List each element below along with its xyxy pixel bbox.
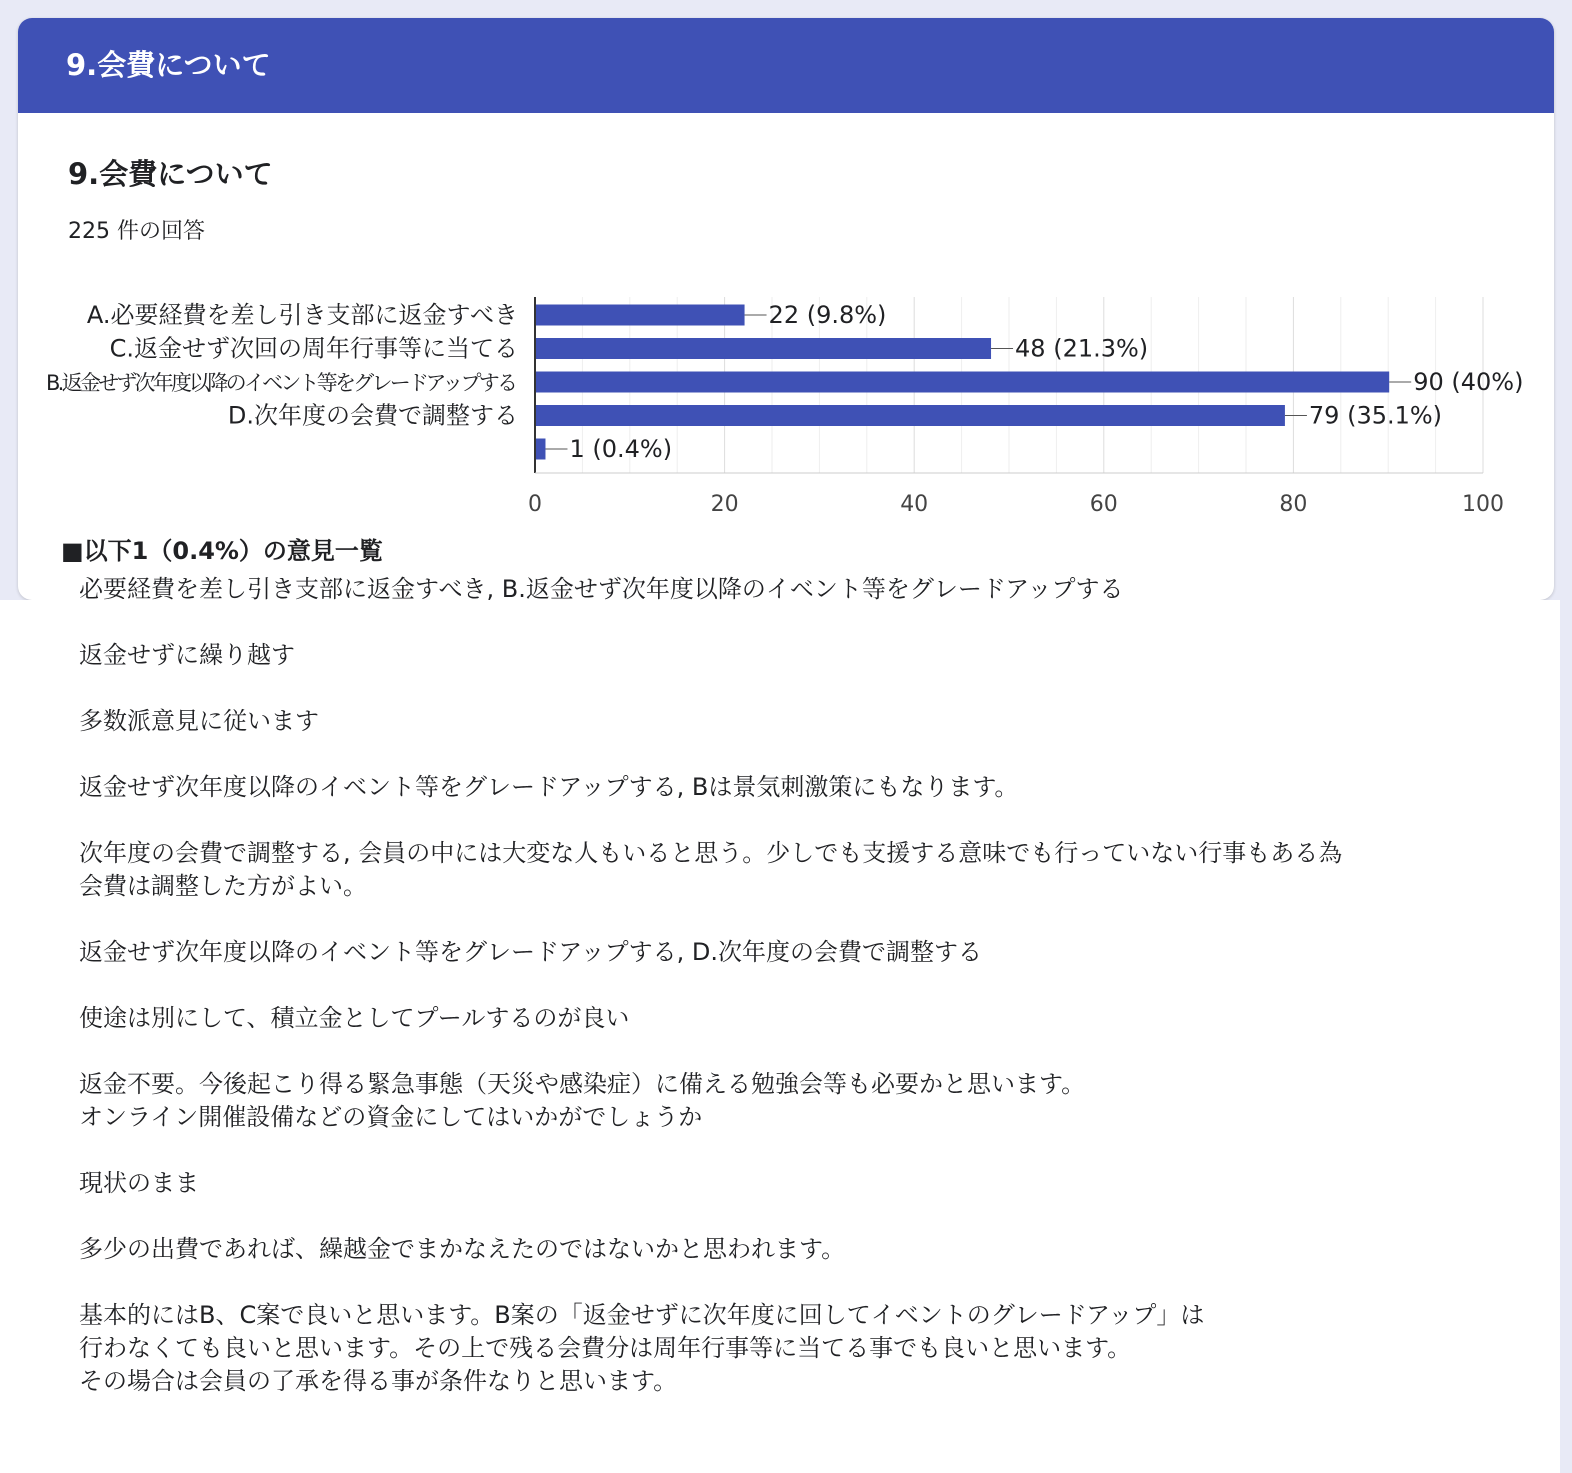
bar bbox=[536, 372, 1389, 393]
opinion-item: 現状のまま bbox=[79, 1169, 199, 1197]
opinions-heading: ■以下1（0.4%）の意見一覧 bbox=[61, 537, 383, 565]
bar-value-label: 79 (35.1%) bbox=[1308, 401, 1443, 430]
x-tick-label: 80 bbox=[1279, 492, 1308, 517]
x-tick-label: 40 bbox=[900, 492, 929, 517]
opinion-item: 返金不要。今後起こり得る緊急事態（天災や感染症）に備える勉強会等も必要かと思います。 オンライン開催設備などの資金にしてはいかがでしょうか bbox=[79, 1070, 1086, 1131]
opinion-item: 返金せず次年度以降のイベント等をグレードアップする, Bは景気刺激策にもなります。 bbox=[79, 773, 1019, 801]
opinion-item: 多少の出費であれば、繰越金でまかなえたのではないかと思われます。 bbox=[79, 1235, 846, 1263]
response-count: 225 件の回答 bbox=[68, 219, 205, 244]
x-tick-label: 60 bbox=[1089, 492, 1118, 517]
x-tick-label: 0 bbox=[528, 492, 542, 517]
opinion-item: 使途は別にして、積立金としてプールするのが良い bbox=[79, 1004, 630, 1032]
opinion-item: 多数派意見に従います bbox=[79, 707, 319, 735]
question-title: 9.会費について bbox=[68, 157, 273, 191]
bar-value-label: 48 (21.3%) bbox=[1015, 334, 1149, 363]
category-label: D.次年度の会費で調整する bbox=[227, 401, 518, 430]
opinion-item: 次年度の会費で調整する, 会員の中には大変な人もいると思う。少しでも支援する意味でも行っていない行事もある為 会費は調整した方がよい。 bbox=[79, 839, 1343, 900]
bar bbox=[536, 439, 545, 460]
category-labels bbox=[46, 301, 518, 430]
x-tick-labels bbox=[528, 492, 1504, 517]
opinion-list bbox=[79, 573, 1529, 1431]
x-tick-label: 20 bbox=[710, 492, 739, 517]
bar bbox=[536, 305, 745, 326]
opinion-item: 必要経費を差し引き支部に返金すべき, B.返金せず次年度以降のイベント等をグレードアップする bbox=[79, 575, 1124, 603]
question-card bbox=[18, 18, 1554, 600]
x-tick-label: 100 bbox=[1462, 492, 1504, 517]
bar bbox=[536, 405, 1285, 426]
category-label: B.返金せず次年度以降のイベント等をグレードアップする bbox=[46, 371, 518, 395]
bar-chart bbox=[18, 18, 1554, 538]
opinion-item: 返金せずに繰り越す bbox=[79, 641, 295, 669]
bar bbox=[536, 338, 991, 359]
bar-value-label: 22 (9.8%) bbox=[768, 301, 887, 329]
bar-value-label: 1 (0.4%) bbox=[569, 435, 673, 463]
opinion-item: 返金せず次年度以降のイベント等をグレードアップする, D.次年度の会費で調整する bbox=[79, 938, 982, 966]
category-label: A.必要経費を差し引き支部に返金すべき bbox=[86, 301, 518, 329]
category-label: C.返金せず次回の周年行事等に当てる bbox=[109, 334, 518, 363]
bar-value-label: 90 (40%) bbox=[1413, 368, 1524, 396]
section-header: 9.会費について bbox=[18, 18, 1554, 113]
opinion-item: 基本的にはB、C案で良いと思います。B案の「返金せずに次年度に回してイベントのグレードアップ」は 行わなくても良いと思います。その上で残る会費分は周年行事等に当てる事でも良いと思います。 その場合は会員の了承を得る事が条件なりと思います。 bbox=[79, 1301, 1205, 1395]
